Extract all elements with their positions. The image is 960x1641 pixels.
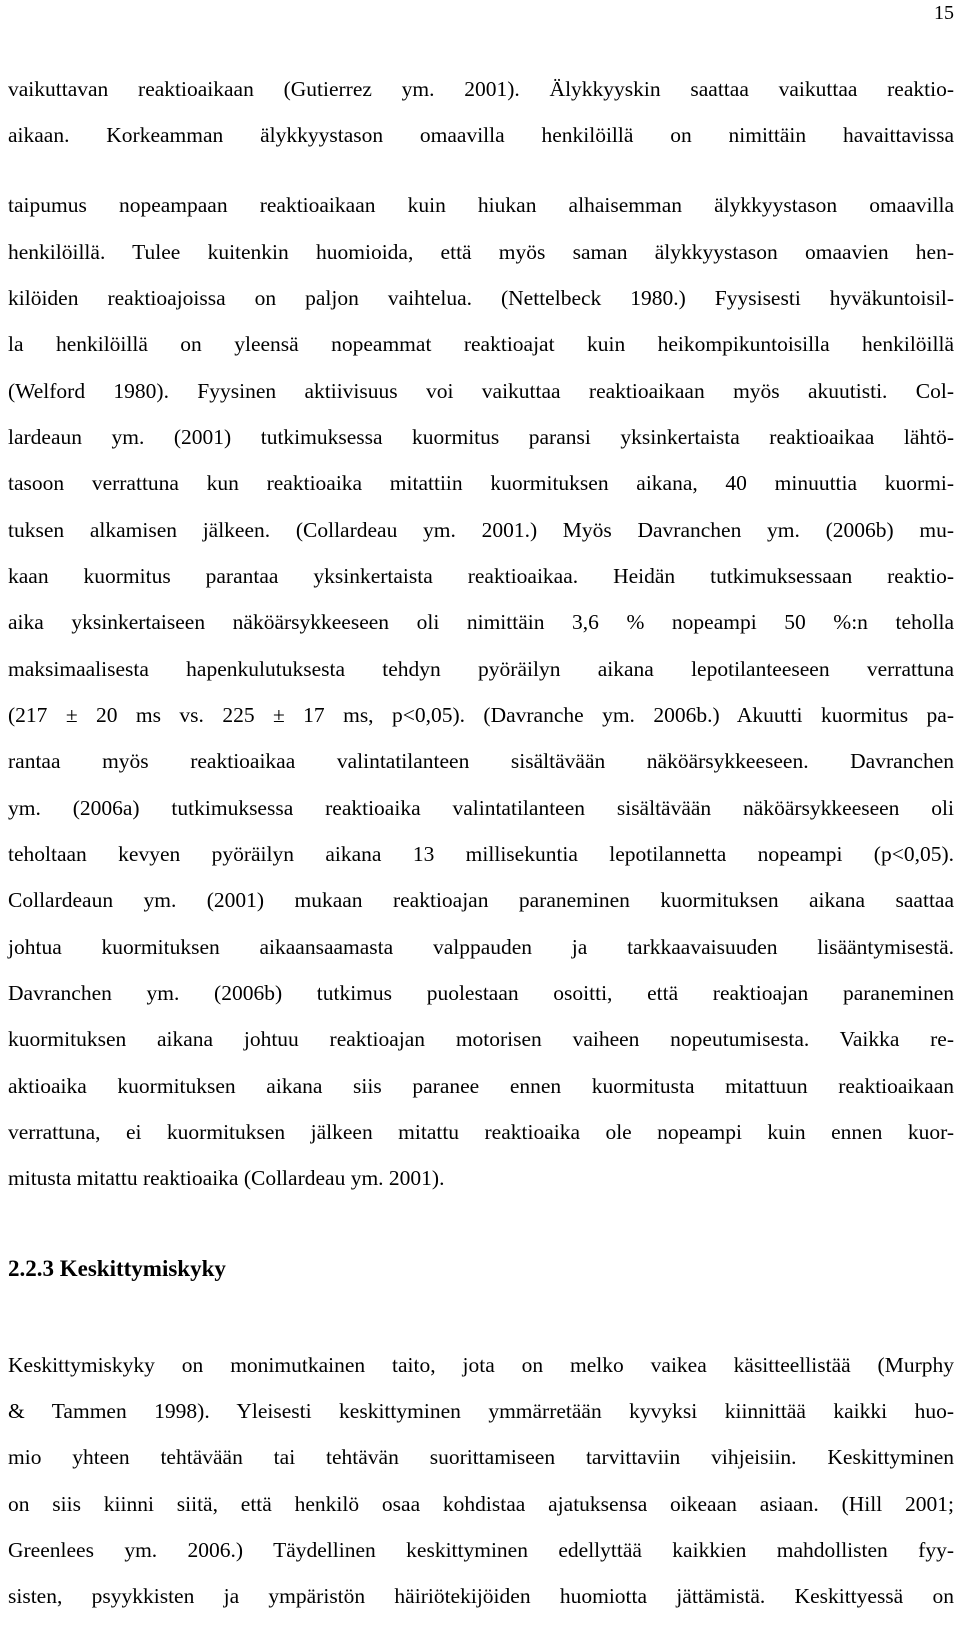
text-line: mitusta mitattu reaktioaika (Collardeau ym. 2001). [8,1166,445,1190]
text-line: tuksen alkamisen jälkeen. (Collardeau ym. 2001.) Myös Davranchen ym. (2006b) mu- [8,518,954,542]
text-line: Greenlees ym. 2006.) Täydellinen keskittyminen edellyttää kaikkien mahdollisten fyy- [8,1538,954,1562]
text-line: kilöiden reaktioajoissa on paljon vaihtelua. (Nettelbeck 1980.) Fyysisesti hyväkuntoisil- [8,286,954,310]
text-line: johtua kuormituksen aikaansaamasta valppauden ja tarkkaavaisuuden lisääntymisestä. [8,935,954,959]
text-line: la henkilöillä on yleensä nopeammat reaktioajat kuin heikompikuntoisilla henkilöillä [8,332,954,356]
text-line: & Tammen 1998). Yleisesti keskittyminen ymmärretään kyvyksi kiinnittää kaikki huo- [8,1399,954,1423]
text-line: rantaa myös reaktioaikaa valintatilanteen sisältävään näköärsykkeeseen. Davranchen [8,749,954,773]
text-line: Davranchen ym. (2006b) tutkimus puolestaan osoitti, että reaktioajan paraneminen [8,981,954,1005]
text-line: ym. (2006a) tutkimuksessa reaktioaika valintatilanteen sisältävään näköärsykkeeseen oli [8,796,954,820]
text-line: henkilöillä. Tulee kuitenkin huomioida, että myös saman älykkyystason omaavien hen- [8,240,954,264]
text-line: mio yhteen tehtävään tai tehtävän suorittamiseen tarvittaviin vihjeisiin. Keskittyminen [8,1445,954,1469]
text-line: aika yksinkertaiseen näköärsykkeeseen oli nimittäin 3,6 % nopeampi 50 %:n teholla [8,610,954,634]
text-line: sisten, psyykkisten ja ympäristön häiriötekijöiden huomiotta jättämistä. Keskittyessä on [8,1584,954,1608]
text-line: vaikuttavan reaktioaikaan (Gutierrez ym. 2001). Älykkyyskin saattaa vaikuttaa reaktio- [8,77,954,101]
text-line: maksimaalisesta hapenkulutuksesta tehdyn pyöräilyn aikana lepotilanteeseen verrattuna [8,657,954,681]
text-line: (Welford 1980). Fyysinen aktiivisuus voi vaikuttaa reaktioaikaan myös akuutisti. Col- [8,379,954,403]
text-line: (217 ± 20 ms vs. 225 ± 17 ms, p<0,05). (Davranche ym. 2006b.) Akuutti kuormitus pa- [8,703,954,727]
text-line: Collardeaun ym. (2001) mukaan reaktioajan paraneminen kuormituksen aikana saattaa [8,888,954,912]
text-line: Keskittymiskyky on monimutkainen taito, jota on melko vaikea käsitteellistää (Murphy [8,1353,954,1377]
text-line: on siis kiinni siitä, että henkilö osaa kohdistaa ajatuksensa oikeaan asiaan. (Hill 2001; [8,1492,954,1516]
text-line: kaan kuormitus parantaa yksinkertaista reaktioaikaa. Heidän tutkimuksessaan reaktio- [8,564,954,588]
text-line: aikaan. Korkeamman älykkyystason omaavilla henkilöillä on nimittäin havaittavissa [8,123,954,147]
text-line: kuormituksen aikana johtuu reaktioajan motorisen vaiheen nopeutumisesta. Vaikka re- [8,1027,954,1051]
text-line: tasoon verrattuna kun reaktioaika mitattiin kuormituksen aikana, 40 minuuttia kuormi- [8,471,954,495]
section-heading: 2.2.3 Keskittymiskyky [8,1256,226,1281]
text-line: teholtaan kevyen pyöräilyn aikana 13 millisekuntia lepotilannetta nopeampi (p<0,05). [8,842,954,866]
text-line: aktioaika kuormituksen aikana siis paranee ennen kuormitusta mitattuun reaktioaikaan [8,1074,954,1098]
text-line: verrattuna, ei kuormituksen jälkeen mitattu reaktioaika ole nopeampi kuin ennen kuor- [8,1120,954,1144]
text-line: taipumus nopeampaan reaktioaikaan kuin hiukan alhaisemman älykkyystason omaavilla [8,193,954,217]
page-number: 15 [934,2,954,24]
text-line: lardeaun ym. (2001) tutkimuksessa kuormitus paransi yksinkertaista reaktioaikaa lähtö- [8,425,954,449]
